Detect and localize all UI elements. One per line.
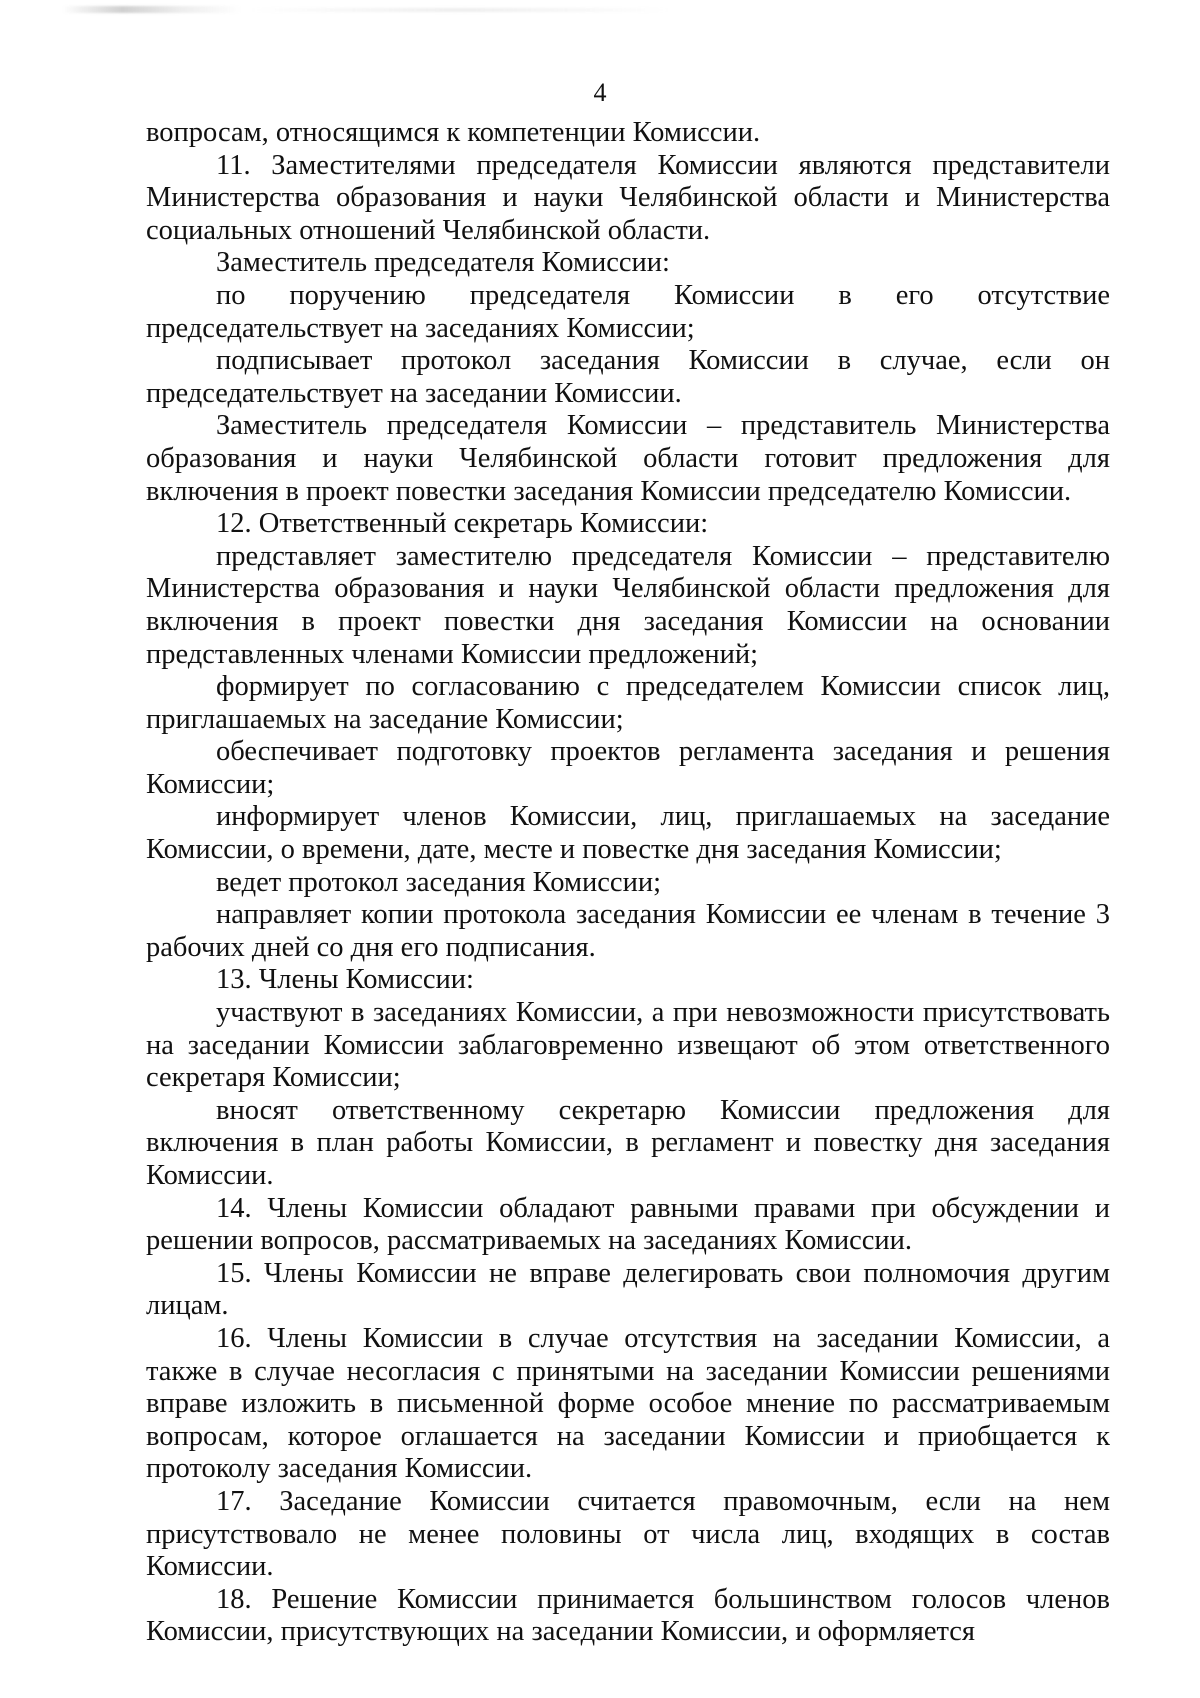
scan-artifact	[250, 8, 670, 12]
document-body	[146, 117, 1110, 1649]
paragraph: направляет копии протокола заседания Комиссии ее членам в течение 3 рабочих дней со дня его подписания.	[146, 899, 1110, 963]
paragraph: информирует членов Комиссии, лиц, приглашаемых на заседание Комиссии, о времени, дате, месте и повестке дня заседания Комиссии;	[146, 801, 1110, 866]
paragraph: подписывает протокол заседания Комиссии в случае, если он председательствует на заседании Комиссии.	[146, 345, 1110, 409]
page-number: 4	[593, 78, 607, 107]
paragraph: Заместитель председателя Комиссии – представитель Министерства образования и науки Челябинской области готовит предложения для включения в проект повестки заседания Комиссии председателю Комиссии.	[146, 410, 1110, 507]
paragraph: представляет заместителю председателя Комиссии – представителю Министерства образования и науки Челябинской области предложения для включения в проект повестки дня заседания Комиссии на основании представленных членами Комиссии предложений;	[146, 540, 1110, 670]
paragraph: формирует по согласованию с председателем Комиссии список лиц, приглашаемых на заседание Комиссии;	[146, 671, 1110, 735]
paragraph-18: 18. Решение Комиссии принимается большинством голосов членов Комиссии, присутствующих на заседании Комиссии, и оформляется	[146, 1583, 1110, 1648]
paragraph-12: 12. Ответственный секретарь Комиссии:	[216, 508, 709, 540]
paragraph-17: 17. Заседание Комиссии считается правомочным, если на нем присутствовало не менее половины от числа лиц, входящих в состав Комиссии.	[146, 1485, 1110, 1583]
paragraph: участвуют в заседаниях Комиссии, а при невозможности присутствовать на заседании Комиссии заблаговременно извещают об этом ответственного секретаря Комиссии;	[146, 997, 1110, 1094]
paragraph-14: 14. Члены Комиссии обладают равными правами при обсуждении и решении вопросов, рассматриваемых на заседаниях Комиссии.	[146, 1192, 1110, 1257]
paragraph-16: 16. Члены Комиссии в случае отсутствия на заседании Комиссии, а также в случае несогласия с принятыми на заседании Комиссии решениями вправе изложить в письменной форме особое мнение по рассматриваемым вопросам, которое оглашается на заседании Комиссии и приобщается к протоколу заседания Комиссии.	[146, 1322, 1110, 1485]
paragraph: ведет протокол заседания Комиссии;	[216, 866, 661, 898]
paragraph-11: 11. Заместителями председателя Комиссии являются представители Министерства образования и науки Челябинской области и Министерства социальных отношений Челябинской области.	[146, 149, 1110, 246]
scan-artifact	[62, 6, 242, 13]
paragraph: вносят ответственному секретарю Комиссии предложения для включения в план работы Комиссии, в регламент и повестку дня заседания Комиссии.	[146, 1094, 1110, 1191]
paragraph-15: 15. Члены Комиссии не вправе делегировать свои полномочия другим лицам.	[146, 1257, 1110, 1322]
paragraph-continuation: вопросам, относящимся к компетенции Комиссии.	[146, 117, 761, 148]
paragraph: обеспечивает подготовку проектов регламента заседания и решения Комиссии;	[146, 736, 1110, 800]
paragraph: по поручению председателя Комиссии в его отсутствие председательствует на заседаниях Комиссии;	[146, 279, 1110, 344]
paragraph: Заместитель председателя Комиссии:	[216, 247, 670, 279]
paragraph-13: 13. Члены Комиссии:	[216, 964, 474, 996]
